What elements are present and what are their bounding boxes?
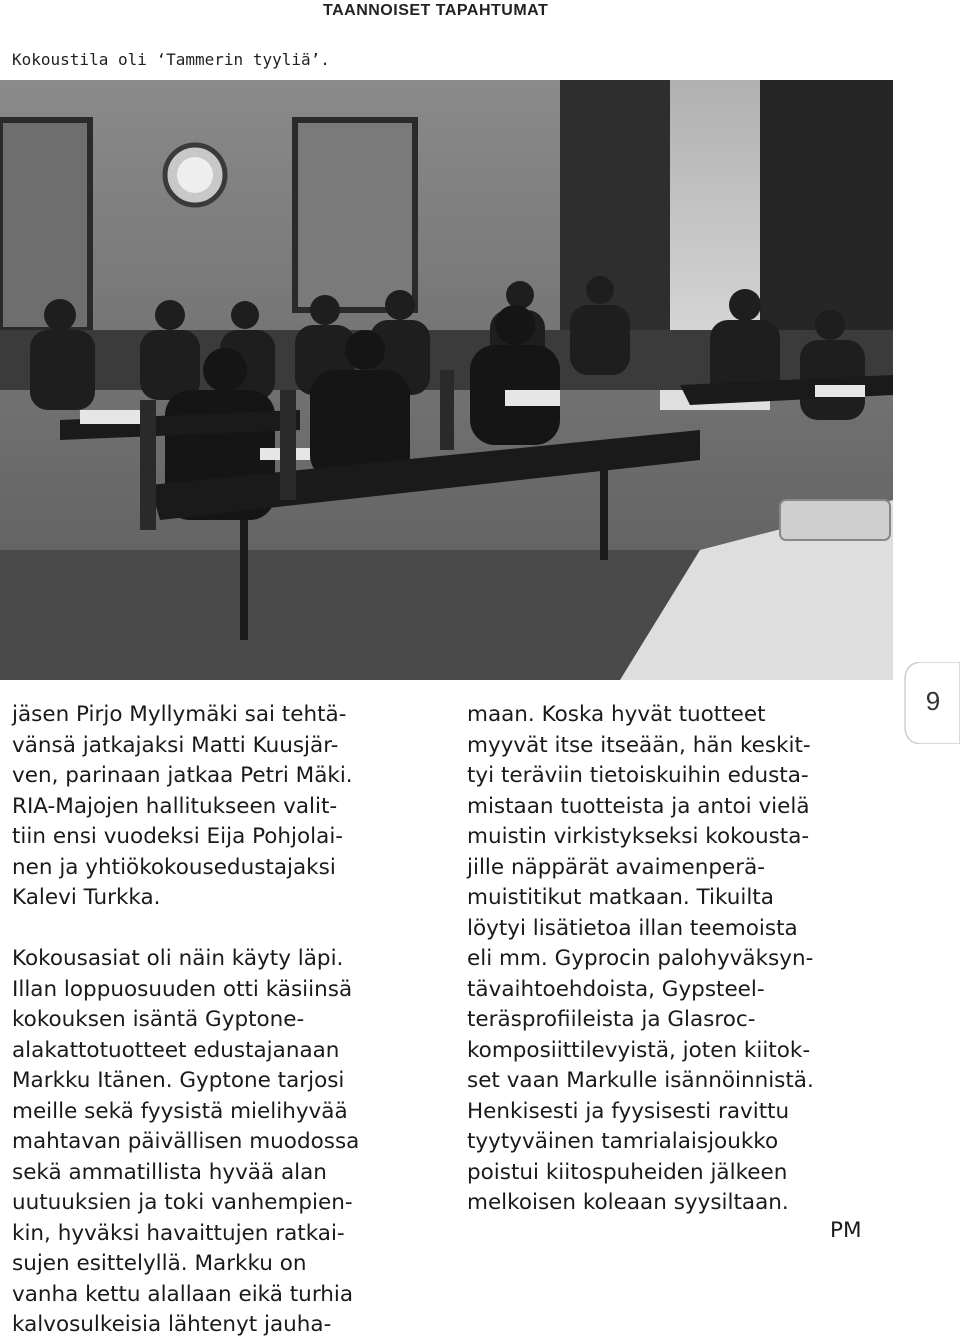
article-left-column: jäsen Pirjo Myllymäki sai tehtä- vänsä jatkajaksi Matti Kuusjär- ven, parinaan jatkaa Petri Mäki. RIA-Majojen hallitukseen valit- tiin ensi vuodeksi Eija Pohjolai- nen ja yhtiökokousedustajaksi Kalevi Turkka. Kokousasiat oli näin käyty läpi. Illan loppuosuuden otti käsiinsä kokouksen isäntä Gyptone- alakattotuotteet edustajanaan Markku Itänen. Gyptone tarjosi meille sekä fyysistä mielihyvää mahtavan päivällisen muodossa sekä ammatillista hyvää alan uutuuksien ja toki vanhempien- kin, hyväksi havaittujen ratkai- sujen esittelyllä. Markku on vanha kettu alallaan eikä turhia kalvosulkeisia lähtenyt jauha- <box>12 702 360 1337</box>
photo-caption: Kokoustila oli ‘Tammerin tyyliä’. <box>12 50 330 69</box>
author-signature: PM <box>830 1218 862 1243</box>
meeting-photo <box>0 80 893 680</box>
article-right-column: maan. Koska hyvät tuotteet myyvät itse itseään, hän keskit- tyi teräviin tietoiskuihin edusta- mistaan tuotteista ja antoi vielä muistin virkistykseksi kokousta- jille näppärät avaimenperä- muistitikut matkaan. Tikuilta löytyi lisätietoa illan teemoista eli mm. Gyprocin palohyväksyn- tävaihtoehdoista, Gypsteel- teräsprofiileista ja Glasroc- komposiittilevyistä, joten kiitok- set vaan Markulle isännöinnistä. Henkisesti ja fyysisesti ravittu tyytyväinen tamrialaisjoukko poistui kiitospuheiden jälkeen melkoisen koleaan syysiltaan. <box>467 702 814 1215</box>
section-header: TAANNOISET TAPAHTUMAT <box>323 2 549 19</box>
page-number: 9 <box>925 686 941 716</box>
